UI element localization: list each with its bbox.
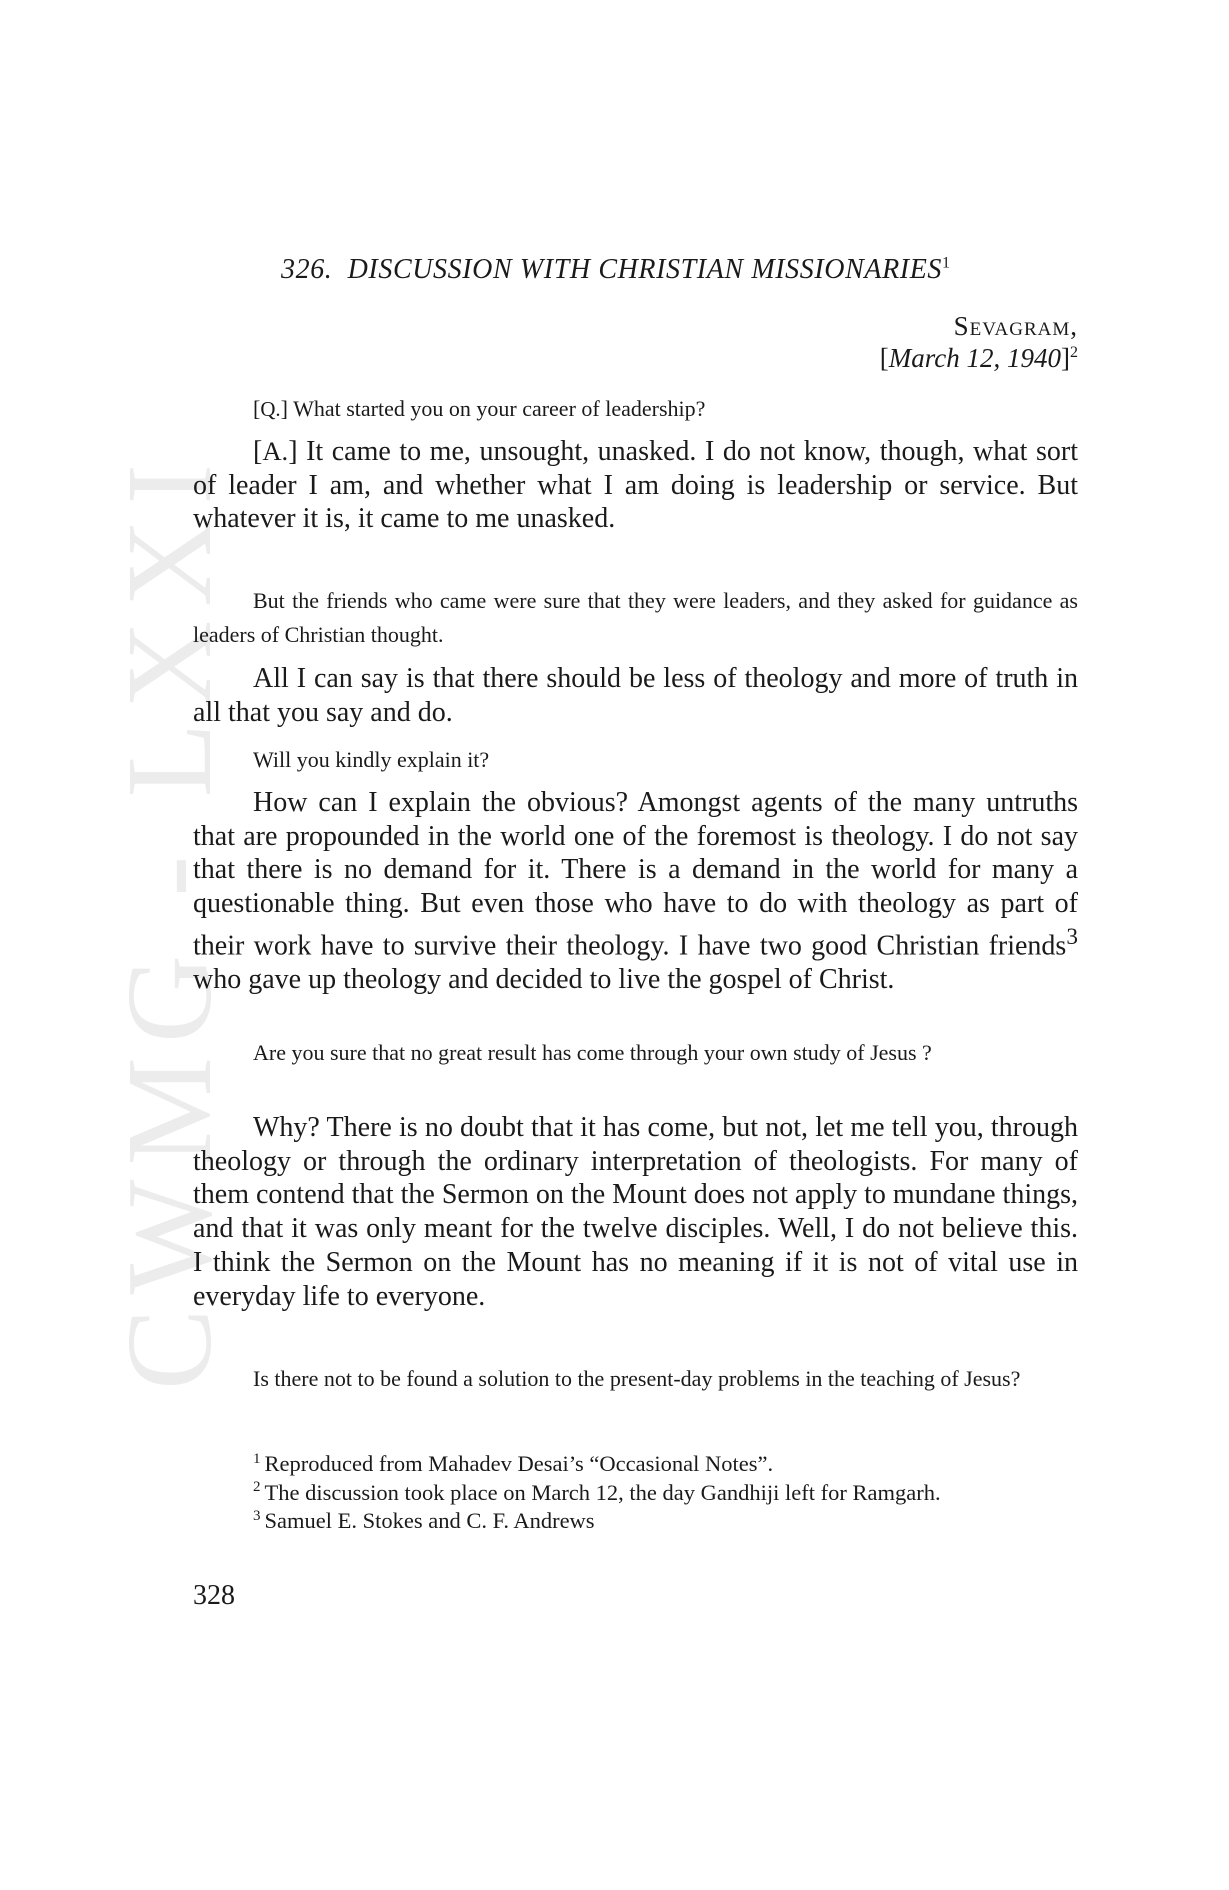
answer-2: All I can say is that there should be less of theology and more of truth in all that you say and do. [193,663,1078,728]
answer-4: Why? There is no doubt that it has come, but not, let me tell you, through theology or through the ordinary interpretation of theologists. For many of them contend that the Sermon on the Mount does not apply to mundane things, and that it was only meant for the twelve disciples. Well, I do not believe this. I think the Sermon on the Mount has no meaning if it is not of vital use in everyday life to everyone. [193,1112,1078,1312]
footnote-3 [193,1507,1078,1536]
page-number: 328 [193,1580,235,1611]
footnote-text: Reproduced from Mahadev Desai’s “Occasional Notes”. [264,1451,774,1476]
footnote-2 [193,1479,1078,1508]
answer-tag: A. [262,436,289,466]
question-1: [Q.] What started you on your career of leadership? [253,396,706,421]
question-5: Is there not to be found a solution to the present-day problems in the teaching of Jesus? [253,1366,1021,1391]
question-2: But the friends who came were sure that they were leaders, and they asked for guidance as leaders of Christian thought. [193,588,1078,647]
watermark-text: CWMG - LXXI [102,449,237,1391]
answer-3-text: How can I explain the obvious? Amongst agents of the many untruths that are propounded in the world one of the foremost is theology. I do not say that there is no demand for it. There is a demand in the world for many a questionable thing. But even those who have to do with theology as part of their work have to survive their theology. I have two good Christian friends [193,787,1078,962]
footnote-ref-1: 1 [942,254,951,272]
place-line: Sevagram, [953,311,1078,341]
question-4: Are you sure that no great result has come through your own study of Jesus ? [253,1040,932,1065]
section-heading [281,254,951,286]
question-1-text: What started you on your career of leadership? [293,396,706,421]
answer-1-text: It came to me, unsought, unasked. I do not know, though, what sort of leader I am, and whether what I am doing is leadership or service. But whatever it is, it came to me unasked. [193,436,1079,535]
section-number: 326. [281,254,333,285]
footnote-ref-2: 2 [1070,344,1078,361]
section-title: DISCUSSION WITH CHRISTIAN MISSIONARIES [347,254,943,285]
question-3: Will you kindly explain it? [253,747,490,772]
footnotes [193,1450,1078,1536]
footnote-ref-3: 3 [1066,923,1078,950]
question-tag: Q. [260,397,281,421]
answer-3 [193,786,1078,997]
footnote-text: Samuel E. Stokes and C. F. Andrews [264,1508,595,1533]
footnote-mark: 3 [253,1507,261,1524]
date-line: [March 12, 1940]$^2$ [879,343,1078,373]
footnote-mark: 1 [253,1450,261,1467]
answer-1: [A.] It came to me, unsought, unasked. I do not know, though, what sort of leader I am, and whether what I am doing is leadership or service. But whatever it is, it came to me unasked. [193,436,1079,535]
answer-3-tail: who gave up theology and decided to live the gospel of Christ. [193,963,895,995]
date-text: March 12, 1940 [888,343,1061,373]
footnote-mark: 2 [253,1479,261,1495]
footnote-text: The discussion took place on March 12, the day Gandhiji left for Ramgarh. [264,1479,941,1505]
footnote-1 [193,1450,1078,1479]
